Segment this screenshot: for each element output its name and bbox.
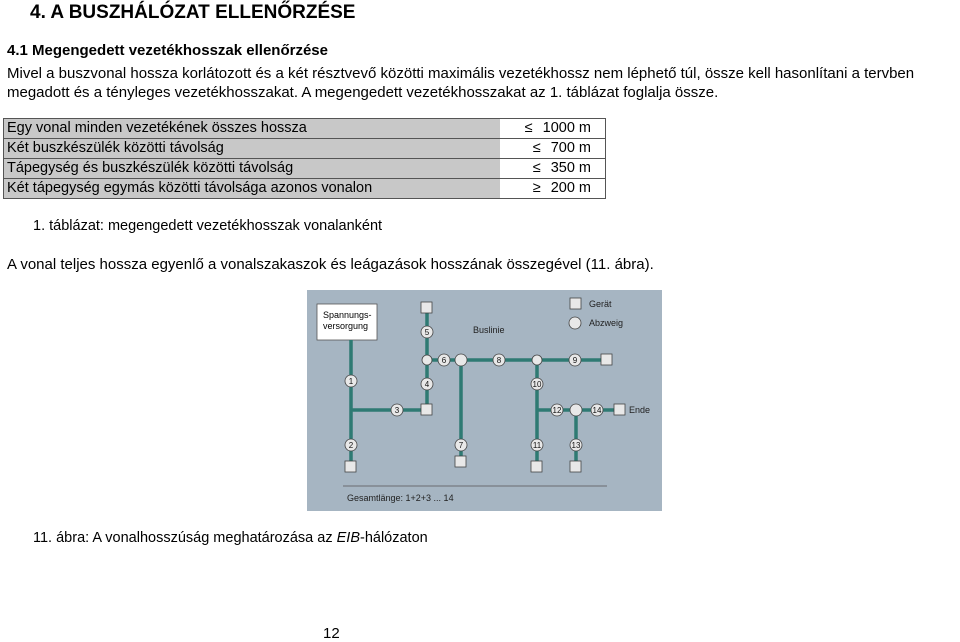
section-heading: 4. A BUSZHÁLÓZAT ELLENŐRZÉSE bbox=[30, 2, 356, 23]
row-value-cell bbox=[500, 119, 606, 139]
segment-number: 13 bbox=[571, 441, 581, 450]
row-value-cell bbox=[500, 179, 606, 199]
figure-caption-italic: EIB bbox=[336, 530, 360, 546]
segment-number: 6 bbox=[441, 356, 447, 365]
page-number: 12 bbox=[323, 625, 340, 642]
segment-number: 11 bbox=[532, 441, 542, 450]
device-icon bbox=[345, 461, 356, 472]
segment-number: 10 bbox=[532, 380, 542, 389]
figure-caption-suffix: -hálózaton bbox=[360, 530, 428, 546]
segment-number: 14 bbox=[592, 406, 602, 415]
device-icon bbox=[455, 456, 466, 467]
relation-symbol: ≥ bbox=[532, 180, 541, 196]
segment-number: 3 bbox=[394, 406, 400, 415]
row-label: Tápegység és buszkészülék közötti távolság bbox=[4, 159, 501, 179]
row-value: 200 m bbox=[550, 180, 591, 196]
end-label: Ende bbox=[629, 405, 651, 415]
segment-number: 8 bbox=[496, 356, 502, 365]
table-row bbox=[4, 139, 606, 159]
segment-number: 1 bbox=[348, 377, 354, 386]
legend-device-label: Gerät bbox=[589, 299, 612, 309]
table-row bbox=[4, 119, 606, 139]
allowed-lengths-table bbox=[3, 118, 606, 199]
node-icon bbox=[570, 404, 582, 416]
device-icon bbox=[614, 404, 625, 415]
legend-branch-icon bbox=[569, 317, 581, 329]
relation-symbol: ≤ bbox=[524, 120, 533, 136]
power-supply-label: versorgung bbox=[323, 321, 369, 331]
row-value-cell bbox=[500, 139, 606, 159]
device-icon bbox=[570, 461, 581, 472]
sentence-after-table: A vonal teljes hossza egyenlő a vonalszakaszok és leágazások hosszának összegével (11. ábra). bbox=[7, 256, 654, 273]
table-row bbox=[4, 159, 606, 179]
device-icon bbox=[531, 461, 542, 472]
subsection-heading: 4.1 Megengedett vezetékhosszak ellenőrzése bbox=[7, 42, 328, 59]
segment-number: 4 bbox=[424, 380, 430, 389]
intro-line-1: Mivel a buszvonal hossza korlátozott és a két résztvevő közötti maximális vezetékhossz nem léphető túl, össze kell hasonlítani a tervben bbox=[7, 65, 915, 82]
row-value: 1000 m bbox=[542, 120, 591, 136]
row-label: Egy vonal minden vezetékének összes hossza bbox=[4, 119, 501, 139]
bus-network-figure bbox=[307, 290, 662, 511]
relation-symbol: ≤ bbox=[532, 140, 541, 156]
segment-number: 2 bbox=[348, 441, 354, 450]
relation-symbol: ≤ bbox=[532, 160, 541, 176]
figure-caption bbox=[33, 530, 428, 546]
legend-branch-label: Abzweig bbox=[589, 318, 624, 328]
segment-number: 5 bbox=[424, 328, 430, 337]
row-label: Két buszkészülék közötti távolság bbox=[4, 139, 501, 159]
table-caption: 1. táblázat: megengedett vezetékhosszak vonalanként bbox=[33, 218, 383, 234]
legend-device-icon bbox=[570, 298, 581, 309]
segment-number: 9 bbox=[572, 356, 578, 365]
figure-caption-text: 11. ábra: A vonalhosszúság meghatározása az bbox=[33, 530, 337, 546]
segment-number: 12 bbox=[552, 406, 562, 415]
row-value: 350 m bbox=[550, 160, 591, 176]
segment-number: 7 bbox=[458, 441, 464, 450]
row-value-cell bbox=[500, 159, 606, 179]
device-icon bbox=[421, 404, 432, 415]
intro-line-2: megadott és a tényleges vezetékhosszakat. A megengedett vezetékhosszakat az 1. táblázat foglalja össze. bbox=[7, 84, 719, 101]
row-label: Két tápegység egymás közötti távolsága azonos vonalon bbox=[4, 179, 501, 199]
device-icon bbox=[601, 354, 612, 365]
power-supply-label: Spannungs- bbox=[323, 310, 372, 320]
busline-label: Buslinie bbox=[473, 325, 505, 335]
node-icon bbox=[422, 355, 432, 365]
row-value: 700 m bbox=[550, 140, 591, 156]
device-icon bbox=[421, 302, 432, 313]
node-icon bbox=[455, 354, 467, 366]
node-icon bbox=[532, 355, 542, 365]
table-row bbox=[4, 179, 606, 199]
total-length-label: Gesamtlänge: 1+2+3 ... 14 bbox=[347, 493, 454, 503]
